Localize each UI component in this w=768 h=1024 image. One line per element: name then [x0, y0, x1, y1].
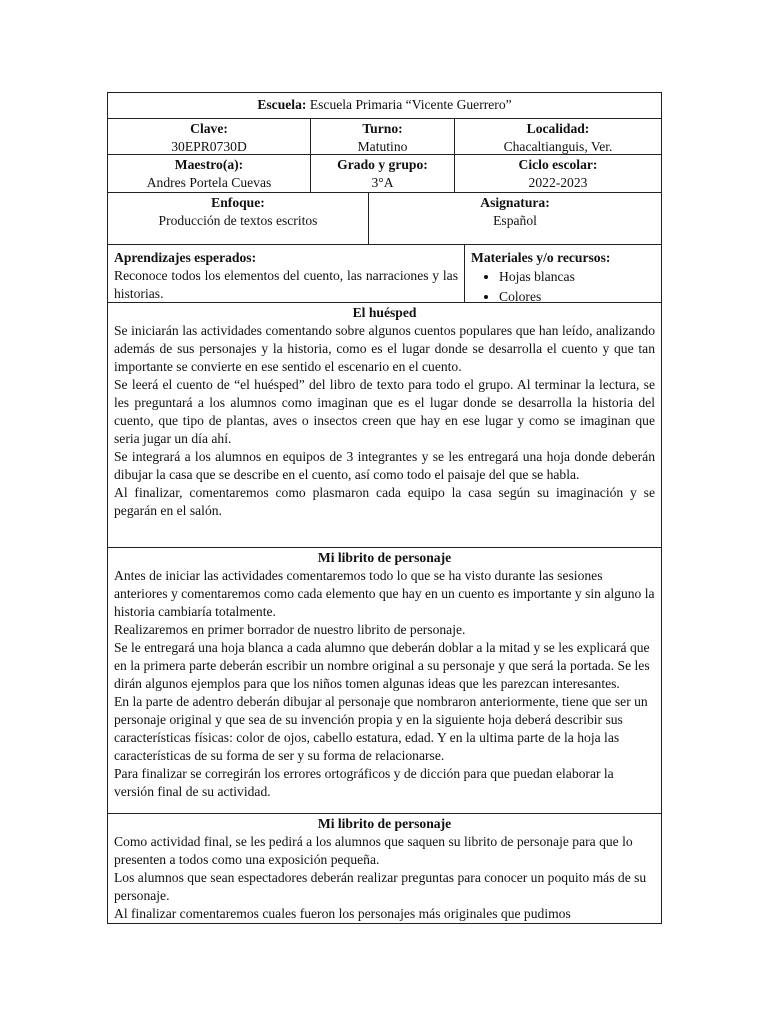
turno-cell — [310, 119, 454, 154]
section-title: Mi librito de personaje — [317, 816, 452, 831]
turno-value: Matutino — [357, 139, 408, 154]
localidad-label: Localidad: — [526, 121, 590, 136]
section-paragraph: Realizaremos en primer borrador de nuestro librito de personaje. — [114, 622, 466, 637]
maestro-cell — [108, 155, 310, 192]
section-paragraph: Al finalizar comentaremos cuales fueron los personajes más originales que pudimos — [114, 906, 571, 921]
lesson-plan-table — [107, 92, 662, 924]
info-row-2 — [107, 155, 662, 193]
section-paragraph: Se leerá el cuento de “el huésped” del libro de texto para todo el grupo. Al terminar la lectura, se les preguntará a los alumnos como imaginan que es el lugar donde se desarrolla la historia del cuento, que tipo de plantas, aves o insectos creen que hay en ese lugar y como se imaginan que seria jugar un día ahí. — [114, 377, 655, 446]
aprendizajes-value: Reconoce todos los elementos del cuento, las narraciones y las historias. — [114, 268, 458, 301]
aprendizajes-cell — [108, 245, 464, 302]
clave-cell — [108, 119, 310, 154]
materiales-list — [471, 267, 655, 307]
clave-label: Clave: — [190, 121, 228, 136]
ciclo-label: Ciclo escolar: — [518, 157, 598, 172]
section-paragraph: Se iniciarán las actividades comentando sobre algunos cuentos populares que han leído, analizando además de sus personajes y la historia, como es el lugar donde se desarrolla el cuento y que tan importante se convierte en ese sentido el escenario en el cuento. — [114, 323, 655, 374]
clave-value: 30EPR0730D — [171, 139, 247, 154]
asignatura-cell — [368, 193, 661, 244]
activity-section-2 — [107, 548, 662, 814]
maestro-label: Maestro(a): — [174, 157, 244, 172]
list-item: • Colores — [499, 287, 655, 307]
grado-value: 3°A — [371, 175, 394, 190]
section-paragraph: Antes de iniciar las actividades comentaremos todo lo que se ha visto durante las sesiones anteriores y comentaremos como cada elemento que hay en un cuento es importante y sin alguno la historia cambiaría totalmente. — [114, 568, 655, 619]
section-paragraph: Se le entregará una hoja blanca a cada alumno que deberán doblar a la mitad y se les explicará que en la primera parte deberán escribir un nombre original a su personaje y que será la portada. Se les dirán algunos ejemplos para que los niños tomen algunas ideas que les parezcan interesantes. — [114, 640, 650, 691]
section-paragraph: Los alumnos que sean espectadores deberán realizar preguntas para conocer un poquito más de su personaje. — [114, 870, 647, 903]
school-name: Escuela Primaria “Vicente Guerrero” — [309, 97, 512, 112]
school-row — [107, 92, 662, 119]
localidad-value: Chacaltianguis, Ver. — [503, 139, 613, 154]
aprendizajes-label: Aprendizajes esperados: — [114, 250, 257, 265]
maestro-value: Andres Portela Cuevas — [146, 175, 272, 190]
section-title: Mi librito de personaje — [317, 550, 452, 565]
school-label: Escuela: — [257, 97, 307, 112]
materiales-label: Materiales y/o recursos: — [471, 250, 611, 265]
section-paragraph: Como actividad final, se les pedirá a los alumnos que saquen su librito de personaje para que lo presenten a todos como una exposición pequeña. — [114, 834, 633, 867]
activity-section-3 — [107, 814, 662, 924]
list-item: • Hojas blancas — [499, 267, 655, 287]
activity-section-1 — [107, 303, 662, 548]
section-paragraph: Al finalizar, comentaremos como plasmaron cada equipo la casa según su imaginación y se pegarán en el salón. — [114, 485, 655, 518]
turno-label: Turno: — [362, 121, 403, 136]
info-row-3 — [107, 193, 662, 245]
localidad-cell — [454, 119, 661, 154]
enfoque-label: Enfoque: — [211, 195, 265, 210]
enfoque-cell — [108, 193, 368, 244]
asignatura-label: Asignatura: — [480, 195, 550, 210]
grado-cell — [310, 155, 454, 192]
ciclo-value: 2022-2023 — [528, 175, 588, 190]
info-row-1 — [107, 119, 662, 155]
asignatura-value: Español — [493, 213, 537, 228]
section-paragraph: Se integrará a los alumnos en equipos de 3 integrantes y se les entregará una hoja donde deberán dibujar la casa que se describe en el cuento, así como todo el paisaje del que se habla. — [114, 449, 655, 482]
section-paragraph: En la parte de adentro deberán dibujar al personaje que nombraron anteriormente, tiene que ser un personaje original y que sea de su invención propia y en la siguiente hoja deberá describir sus características físicas: color de ojos, cabello estatura, edad. Y en la ultima parte de la hoja las características de su forma de ser y su forma de relacionarse. — [114, 694, 648, 763]
ciclo-cell — [454, 155, 661, 192]
grado-label: Grado y grupo: — [337, 157, 428, 172]
section-title: El huésped — [352, 305, 417, 320]
section-paragraph: Para finalizar se corregirán los errores ortográficos y de dicción para que puedan elaborar la versión final de su actividad. — [114, 766, 614, 799]
info-row-4 — [107, 245, 662, 303]
materiales-cell — [464, 245, 661, 302]
enfoque-value: Producción de textos escritos — [158, 213, 318, 228]
